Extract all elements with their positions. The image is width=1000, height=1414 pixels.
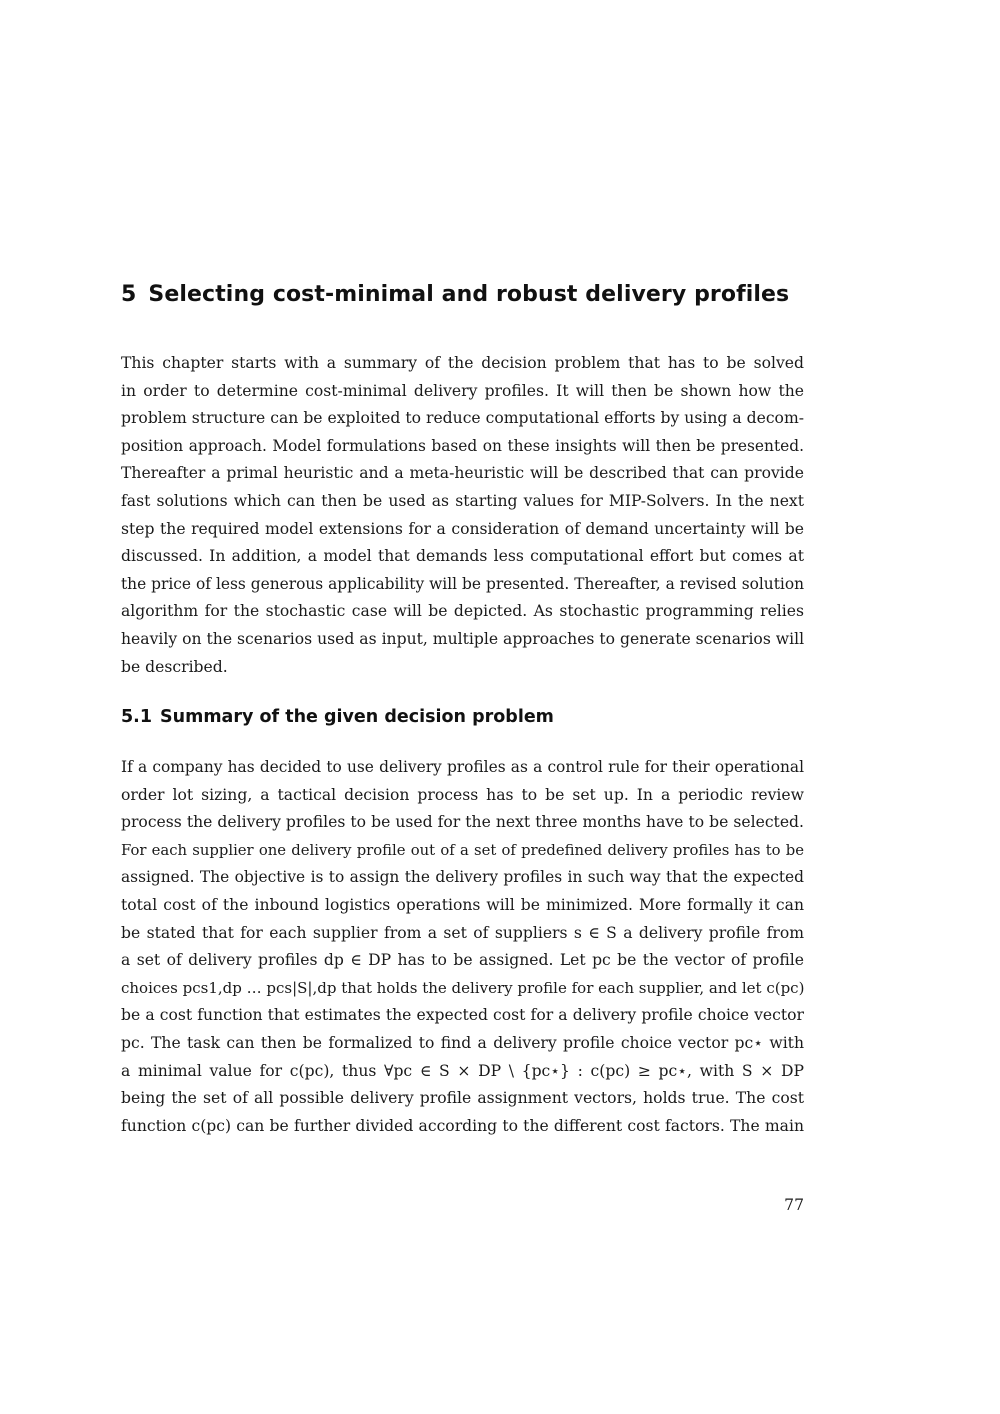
text-line: Thereafter a primal heuristic and a meta-heuristic will be described that can provide xyxy=(121,464,804,483)
text-line: choices pcs1,dp … pcs|S|,dp that holds the delivery profile for each supplier, and let c(pc) xyxy=(121,978,805,997)
section-title-text: Summary of the given decision problem xyxy=(160,707,554,727)
text-line: total cost of the inbound logistics operations will be minimized. More formally it can xyxy=(121,895,804,914)
text-line: being the set of all possible delivery profile assignment vectors, holds true. The cost xyxy=(121,1089,804,1108)
chapter-title xyxy=(121,282,789,307)
text-line: function c(pc) can be further divided according to the different cost factors. The main xyxy=(121,1116,804,1135)
chapter-title-text: Selecting cost-minimal and robust delivery profiles xyxy=(148,282,790,307)
text-line: the price of less generous applicability will be presented. Thereafter, a revised solution xyxy=(121,574,804,593)
text-line: assigned. The objective is to assign the delivery profiles in such way that the expected xyxy=(121,868,804,887)
text-line: process the delivery profiles to be used for the next three months have to be selected. xyxy=(121,813,804,832)
text-line: heavily on the scenarios used as input, multiple approaches to generate scenarios will xyxy=(121,629,805,648)
text-line: be described. xyxy=(121,657,228,676)
section-title xyxy=(121,707,554,727)
intro-paragraph xyxy=(121,350,804,681)
text-line: a minimal value for c(pc), thus ∀pc ∈ S × DP \ {pc⋆} : c(pc) ≥ pc⋆, with S × DP xyxy=(121,1061,804,1080)
text-line: step the required model extensions for a consideration of demand uncertainty will be xyxy=(121,519,804,538)
text-line: a set of delivery profiles dp ∈ DP has to be assigned. Let pc be the vector of profile xyxy=(121,951,804,970)
text-line: in order to determine cost-minimal delivery profiles. It will then be shown how the xyxy=(121,381,804,400)
text-line: pc. The task can then be formalized to find a delivery profile choice vector pc⋆ with xyxy=(121,1033,804,1052)
text-line: discussed. In addition, a model that demands less computational effort but comes at xyxy=(121,547,804,566)
text-line: position approach. Model formulations based on these insights will then be presented. xyxy=(121,436,804,455)
text-line: If a company has decided to use delivery profiles as a control rule for their operational xyxy=(121,758,804,776)
summary-paragraph xyxy=(121,754,804,1140)
text-line: algorithm for the stochastic case will be depicted. As stochastic programming relies xyxy=(121,602,804,621)
text-line: For each supplier one delivery profile out of a set of predefined delivery profiles has to be xyxy=(121,841,804,859)
text-line: This chapter starts with a summary of the decision problem that has to be solved xyxy=(121,354,804,372)
chapter-number: 5 xyxy=(121,282,137,307)
text-line: order lot sizing, a tactical decision process has to be set up. In a periodic review xyxy=(121,785,804,804)
text-line: fast solutions which can then be used as starting values for MIP-Solvers. In the next xyxy=(121,491,804,510)
section-number: 5.1 xyxy=(121,707,153,727)
text-line: be stated that for each supplier from a set of suppliers s ∈ S a delivery profile from xyxy=(121,923,804,942)
text-line: be a cost function that estimates the expected cost for a delivery profile choice vector xyxy=(121,1006,804,1025)
page-number: 77 xyxy=(784,1196,804,1214)
text-line: problem structure can be exploited to reduce computational efforts by using a decom- xyxy=(121,409,804,428)
